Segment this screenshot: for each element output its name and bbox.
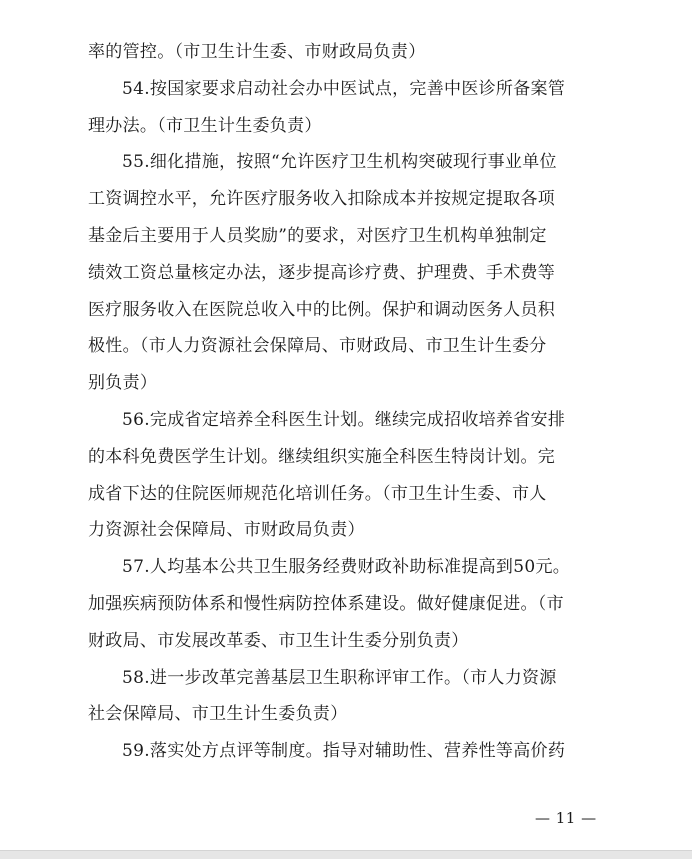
text-line: 极性。（市人力资源社会保障局、市财政局、市卫生计生委分: [88, 336, 547, 357]
text-line: 医疗服务收入在医院总收入中的比例。保护和调动医务人员积: [88, 299, 556, 320]
text-line: 57.人均基本公共卫生服务经费财政补助标准提高到50元。: [122, 557, 571, 578]
text-line: 加强疾病预防体系和慢性病防控体系建设。做好健康促进。（市: [88, 593, 564, 614]
text-line: 理办法。（市卫生计生委负责）: [88, 115, 322, 136]
text-line: 59.落实处方点评等制度。指导对辅助性、营养性等高价药: [122, 741, 566, 762]
text-line: 绩效工资总量核定办法，逐步提高诊疗费、护理费、手术费等: [88, 262, 556, 283]
text-line: 率的管控。（市卫生计生委、市财政局负责）: [88, 42, 426, 62]
text-line: 成省下达的住院医师规范化培训任务。（市卫生计生委、市人: [88, 483, 547, 504]
text-line: 工资调控水平，允许医疗服务收入扣除成本并按规定提取各项: [88, 189, 556, 210]
text-line: 56.完成省定培养全科医生计划。继续完成招收培养省安排: [122, 409, 566, 430]
text-line: 的本科免费医学生计划。继续组织实施全科医生特岗计划。完: [88, 446, 556, 467]
text-line: 55.细化措施，按照“允许医疗卫生机构突破现行事业单位: [122, 152, 557, 173]
page-number: — 11 —: [535, 809, 597, 827]
text-line: 财政局、市发展改革委、市卫生计生委分别负责）: [88, 630, 469, 651]
text-line: 别负责）: [88, 373, 158, 394]
text-line: 58.进一步改革完善基层卫生职称评审工作。（市人力资源: [122, 667, 557, 688]
body-text: [88, 34, 608, 770]
text-line: 力资源社会保障局、市财政局负责）: [88, 520, 365, 541]
text-line: 54.按国家要求启动社会办中医试点，完善中医诊所备案管: [122, 78, 566, 99]
text-line: 基金后主要用于人员奖励”的要求，对医疗卫生机构单独制定: [88, 225, 547, 246]
text-line: 社会保障局、市卫生计生委负责）: [88, 704, 348, 725]
